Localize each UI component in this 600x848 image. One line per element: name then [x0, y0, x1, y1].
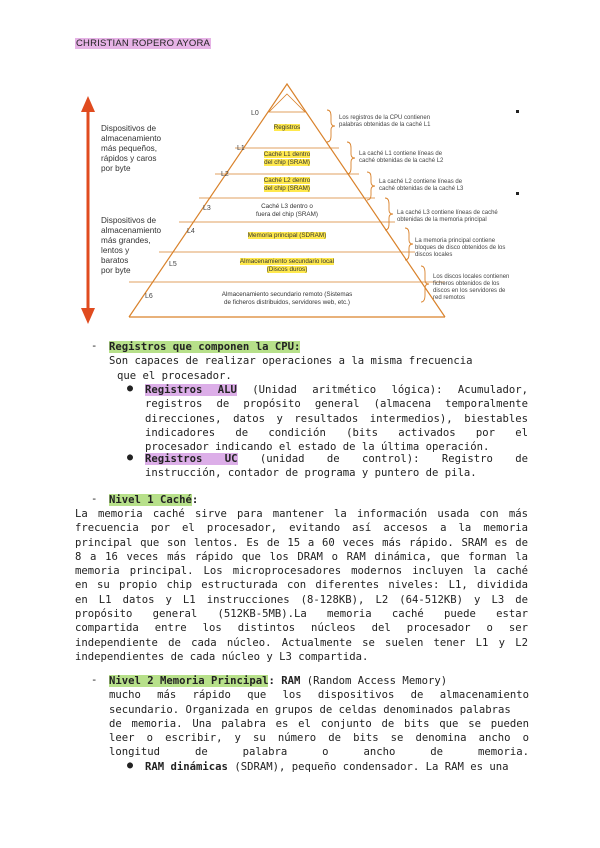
ram-dinamicas-item: RAM dinámicas (SDRAM), pequeño condensador. La RAM es una [145, 761, 509, 773]
left-top-description: Dispositivos de almacenamiento más pequeños, rápidos y caros por byte [101, 124, 162, 173]
right-desc-r0: Los registros de la CPU contienen palabras obtenidas de la caché L1 [339, 115, 431, 128]
cache-paragraph: La memoria caché sirve para mantener la información usada con más frecuencia por el procesador, evitando así accesos a la memoria principal que son lentos. Es de 15 a 60 veces más rápido. SRAM es de 8 a 16 veces más rápido que los DRAM o RAM dinámica, que forman la memoria principal. Los microprocesadores modernos incluyen la caché en su propio chip estructurada con diferentes niveles: L1, dividida en L1 datos y L1 instrucciones (8-128KB), L2 (64-512KB) y L3 de propósito general (512KB-5MB).La memoria caché puede estar compartida entre los distintos núcleos del procesador o ser independiente de cada núcleo. Actualmente se suelen tener L1 y L2 independientes de cada núcleo y L3 compartida. [75, 508, 528, 663]
bullet-icon: ● [127, 383, 134, 394]
list-dash: - [91, 674, 98, 686]
section-memoria-principal: Nivel 2 Memoria Principal: RAM (Random Access Memory) mucho más rápido que los dispositivos de almacenamiento secundario. Organizada en grupos de celdas denominados palabras de memoria. Una palabra es el conjunto de bits que se pueden leer o escribir, y su número de bits se denomina ancho o longitud de palabra o ancho de memoria. [109, 675, 529, 759]
arrow-up-icon [81, 96, 95, 112]
left-bottom-description: Dispositivos de almacenamiento más grandes, lentos y baratos por byte [101, 216, 162, 275]
right-desc-r4: La memoria principal contiene bloques de disco obtenidos de los discos locales [415, 238, 506, 258]
level-label: L2 [221, 171, 229, 178]
level-label: L0 [251, 110, 259, 117]
list-dash: - [91, 493, 98, 505]
brace-r0 [327, 110, 335, 142]
section-title-cache: Nivel 1 Caché: [109, 494, 199, 506]
right-desc-r5: Los discos locales contienen ficheros obtenidos de los discos en los servidores de red remotos [433, 274, 510, 301]
arrow-down-icon [81, 308, 95, 324]
bullet-dot-icon [516, 110, 519, 113]
bullet-dot-icon [516, 192, 519, 195]
layer-label-l4: Memoria principal (SDRAM) [247, 232, 327, 239]
author-header: CHRISTIAN ROPERO AYORA [76, 38, 211, 49]
registros-alu-item: Registros ALU (Unidad aritmético lógica): Acumulador, registros de propósito general (almacena temporalmente direcciones, datos y resultados intermedios), biestables indicadores de condición (bits activados por el procesador indicando el estado de la última operación. [145, 384, 528, 454]
level-label: L1 [237, 145, 245, 152]
right-desc-r2: La caché L2 contiene líneas de caché obtenidas de la caché L3 [379, 179, 464, 192]
brace-r4 [405, 228, 413, 260]
bullet-icon: ● [127, 452, 134, 463]
layer-label-registros: Registros [273, 124, 301, 131]
section-title: Registros que componen la CPU: [109, 341, 301, 353]
memory-hierarchy-figure [75, 72, 535, 330]
registros-uc-item: Registros UC (unidad de control): Registro de instrucción, contador de programa y puntero de pila. [145, 453, 528, 480]
list-dash: - [91, 340, 98, 352]
level-label: L5 [169, 261, 177, 268]
layer-label-l3: Caché L3 dentro o fuera del chip (SRAM) [256, 203, 318, 218]
section-registros: Registros que componen la CPU: Son capaces de realizar operaciones a la misma frecuencia que el procesador. [109, 341, 473, 382]
brace-r2 [367, 172, 375, 200]
layer-label-l1: Caché L1 dentro del chip (SRAM) [263, 151, 311, 166]
brace-r3 [385, 198, 393, 230]
layer-label-l2: Caché L2 dentro del chip (SRAM) [263, 177, 311, 192]
bullet-icon: ● [127, 760, 134, 771]
right-desc-r3: La caché L3 contiene líneas de caché obtenidas de la memoria principal [397, 210, 498, 223]
level-label: L6 [145, 293, 153, 300]
layer-label-l6: Almacenamiento secundario remoto (Sistemas de ficheros distribuidos, servidores web, etc.) [221, 291, 353, 306]
level-label: L3 [203, 205, 211, 212]
brace-r1 [347, 142, 355, 174]
right-desc-r1: La caché L1 contiene líneas de caché obtenidas de la caché L2 [359, 151, 444, 164]
layer-label-l5: Almacenamiento secundario local (Discos duros) [239, 258, 335, 273]
level-label: L4 [187, 228, 195, 235]
